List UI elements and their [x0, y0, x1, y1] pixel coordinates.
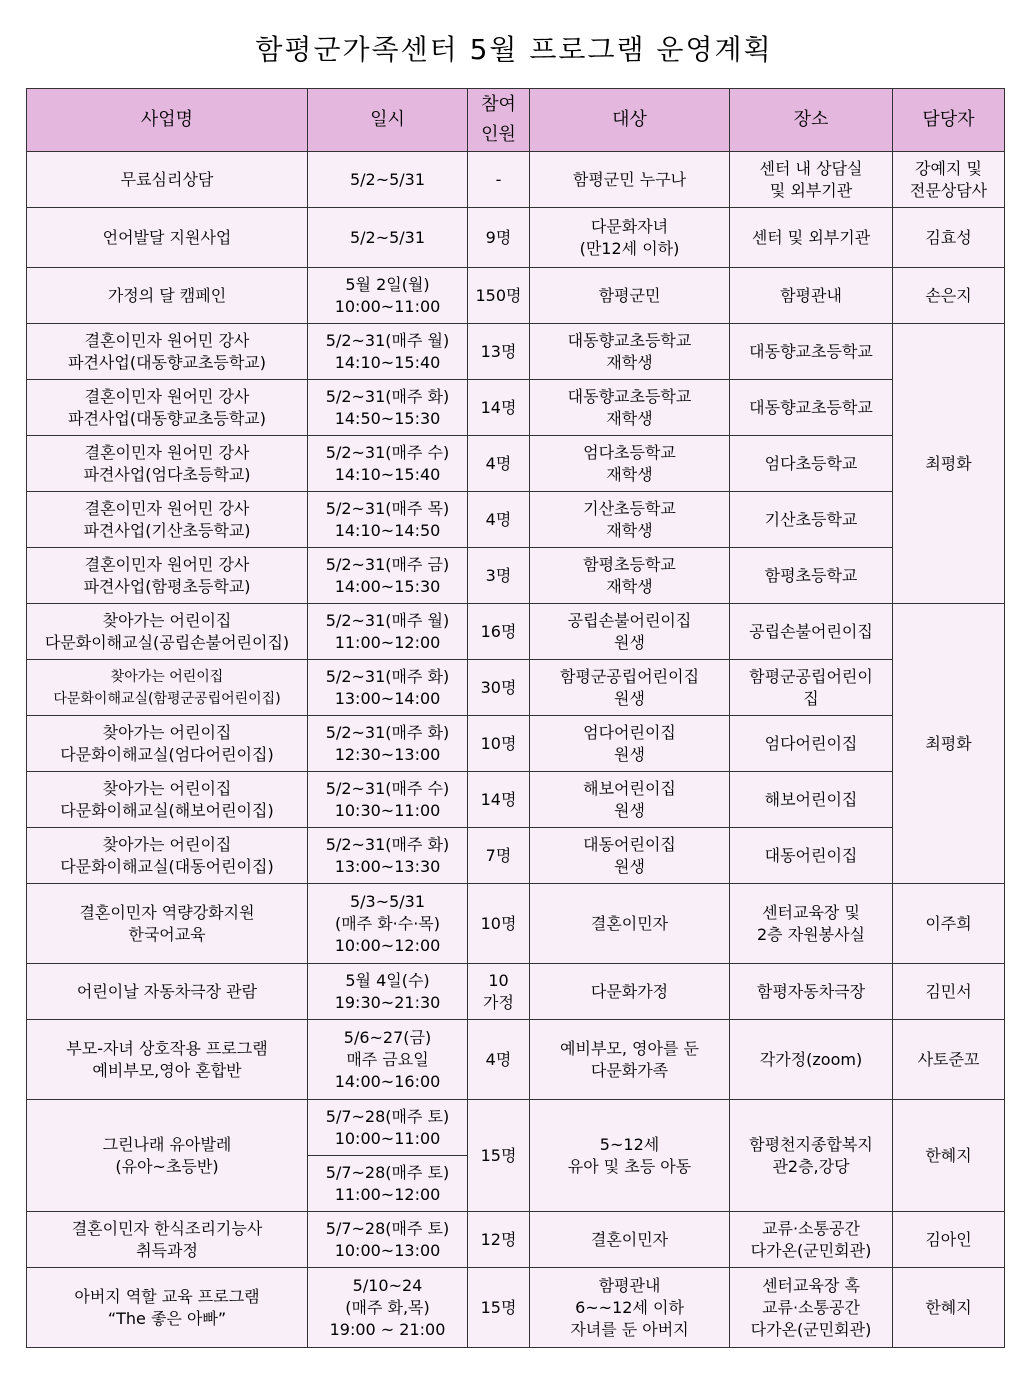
- place-cell: 대동어린이집: [730, 828, 893, 884]
- date-cell: 5/2~5/31: [308, 152, 468, 208]
- place-cell: 함평천지종합복지 관2층,강당: [730, 1100, 893, 1212]
- count-cell: 10명: [468, 884, 530, 964]
- place-cell: 각가정(zoom): [730, 1020, 893, 1100]
- target-cell: 다문화자녀 (만12세 이하): [530, 208, 730, 268]
- date-cell: 5/3~5/31 (매주 화·수·목) 10:00~12:00: [308, 884, 468, 964]
- program-cell: 결혼이민자 원어민 강사 파견사업(엄다초등학교): [27, 436, 308, 492]
- header-count: 참여 인원: [468, 89, 530, 152]
- program-cell: 결혼이민자 원어민 강사 파견사업(대동향교초등학교): [27, 324, 308, 380]
- manager-cell: 이주희: [893, 884, 1005, 964]
- table-row: [27, 1020, 1005, 1100]
- header-manager: 담당자: [893, 89, 1005, 152]
- program-cell: 결혼이민자 원어민 강사 파견사업(함평초등학교): [27, 548, 308, 604]
- date-cell: 5/2~31(매주 수) 14:10~15:40: [308, 436, 468, 492]
- place-cell: 센터교육장 및 2층 자원봉사실: [730, 884, 893, 964]
- program-cell: 아버지 역할 교육 프로그램 “The 좋은 아빠”: [27, 1268, 308, 1348]
- place-cell: 함평자동차극장: [730, 964, 893, 1020]
- date-cell: 5/2~31(매주 목) 14:10~14:50: [308, 492, 468, 548]
- target-cell: 결혼이민자: [530, 1212, 730, 1268]
- date-cell: 5월 4일(수) 19:30~21:30: [308, 964, 468, 1020]
- target-cell: 대동어린이집 원생: [530, 828, 730, 884]
- table-row: [27, 436, 1005, 492]
- manager-cell: 김아인: [893, 1212, 1005, 1268]
- date-cell: 5/2~31(매주 화) 13:00~14:00: [308, 660, 468, 716]
- program-cell: 찾아가는 어린이집 다문화이해교실(해보어린이집): [27, 772, 308, 828]
- table-row: [27, 492, 1005, 548]
- program-cell: 결혼이민자 역량강화지원 한국어교육: [27, 884, 308, 964]
- place-cell: 센터 및 외부기관: [730, 208, 893, 268]
- count-cell: 4명: [468, 1020, 530, 1100]
- count-cell: 4명: [468, 436, 530, 492]
- table-row: [27, 548, 1005, 604]
- table-header-row: [27, 89, 1005, 152]
- date-cell: 5/7~28(매주 토) 11:00~12:00: [308, 1156, 468, 1212]
- manager-cell: 최평화: [893, 604, 1005, 884]
- table-row: [27, 1212, 1005, 1268]
- count-cell: 13명: [468, 324, 530, 380]
- table-row: [27, 884, 1005, 964]
- date-cell: 5/2~31(매주 금) 14:00~15:30: [308, 548, 468, 604]
- count-cell: 30명: [468, 660, 530, 716]
- date-cell: 5월 2일(월) 10:00~11:00: [308, 268, 468, 324]
- target-cell: 공립손불어린이집 원생: [530, 604, 730, 660]
- manager-cell: 한혜지: [893, 1268, 1005, 1348]
- program-cell: 무료심리상담: [27, 152, 308, 208]
- program-cell: 어린이날 자동차극장 관람: [27, 964, 308, 1020]
- target-cell: 결혼이민자: [530, 884, 730, 964]
- table-row: [27, 1100, 1005, 1156]
- target-cell: 함평군민: [530, 268, 730, 324]
- table-row: [27, 660, 1005, 716]
- program-cell: 부모-자녀 상호작용 프로그램 예비부모,영아 혼합반: [27, 1020, 308, 1100]
- count-cell: 10 가정: [468, 964, 530, 1020]
- date-cell: 5/2~31(매주 월) 14:10~15:40: [308, 324, 468, 380]
- target-cell: 다문화가정: [530, 964, 730, 1020]
- date-cell: 5/2~31(매주 화) 14:50~15:30: [308, 380, 468, 436]
- count-cell: 7명: [468, 828, 530, 884]
- table-row: [27, 964, 1005, 1020]
- header-place: 장소: [730, 89, 893, 152]
- target-cell: 함평초등학교 재학생: [530, 548, 730, 604]
- count-cell: 9명: [468, 208, 530, 268]
- table-row: [27, 604, 1005, 660]
- target-cell: 5~12세 유아 및 초등 아동: [530, 1100, 730, 1212]
- program-cell: 가정의 달 캠페인: [27, 268, 308, 324]
- program-plan-table: [26, 88, 1005, 1348]
- header-target: 대상: [530, 89, 730, 152]
- table-row: [27, 152, 1005, 208]
- target-cell: 대동향교초등학교 재학생: [530, 380, 730, 436]
- target-cell: 대동향교초등학교 재학생: [530, 324, 730, 380]
- count-cell: 15명: [468, 1100, 530, 1212]
- program-cell: 결혼이민자 원어민 강사 파견사업(기산초등학교): [27, 492, 308, 548]
- manager-cell: 사토준꼬: [893, 1020, 1005, 1100]
- target-cell: 기산초등학교 재학생: [530, 492, 730, 548]
- program-cell: 찾아가는 어린이집 다문화이해교실(공립손불어린이집): [27, 604, 308, 660]
- manager-cell: 한혜지: [893, 1100, 1005, 1212]
- program-cell: 찾아가는 어린이집 다문화이해교실(대동어린이집): [27, 828, 308, 884]
- target-cell: 함평군공립어린이집 원생: [530, 660, 730, 716]
- program-cell: 찾아가는 어린이집 다문화이해교실(함평군공립어린이집): [27, 660, 308, 716]
- manager-cell: 김효성: [893, 208, 1005, 268]
- target-cell: 엄다어린이집 원생: [530, 716, 730, 772]
- table-row: [27, 1268, 1005, 1348]
- program-cell: 결혼이민자 한식조리기능사 취득과정: [27, 1212, 308, 1268]
- date-cell: 5/2~31(매주 화) 12:30~13:00: [308, 716, 468, 772]
- place-cell: 교류·소통공간 다가온(군민회관): [730, 1212, 893, 1268]
- target-cell: 함평관내 6~~12세 이하 자녀를 둔 아버지: [530, 1268, 730, 1348]
- date-cell: 5/2~31(매주 월) 11:00~12:00: [308, 604, 468, 660]
- count-cell: 12명: [468, 1212, 530, 1268]
- place-cell: 대동향교초등학교: [730, 324, 893, 380]
- program-cell: 그린나래 유아발레 (유아~초등반): [27, 1100, 308, 1212]
- place-cell: 공립손불어린이집: [730, 604, 893, 660]
- place-cell: 센터교육장 혹 교류·소통공간 다가온(군민회관): [730, 1268, 893, 1348]
- place-cell: 대동향교초등학교: [730, 380, 893, 436]
- count-cell: 15명: [468, 1268, 530, 1348]
- place-cell: 센터 내 상담실 및 외부기관: [730, 152, 893, 208]
- place-cell: 함평관내: [730, 268, 893, 324]
- place-cell: 엄다어린이집: [730, 716, 893, 772]
- program-cell: 찾아가는 어린이집 다문화이해교실(엄다어린이집): [27, 716, 308, 772]
- manager-cell: 최평화: [893, 324, 1005, 604]
- program-cell: 언어발달 지원사업: [27, 208, 308, 268]
- count-cell: 14명: [468, 380, 530, 436]
- date-cell: 5/2~31(매주 화) 13:00~13:30: [308, 828, 468, 884]
- target-cell: 함평군민 누구나: [530, 152, 730, 208]
- date-cell: 5/6~27(금) 매주 금요일 14:00~16:00: [308, 1020, 468, 1100]
- date-cell: 5/10~24 (매주 화,목) 19:00 ~ 21:00: [308, 1268, 468, 1348]
- manager-cell: 김민서: [893, 964, 1005, 1020]
- count-cell: -: [468, 152, 530, 208]
- table-row: [27, 716, 1005, 772]
- count-cell: 150명: [468, 268, 530, 324]
- manager-cell: 손은지: [893, 268, 1005, 324]
- count-cell: 3명: [468, 548, 530, 604]
- place-cell: 함평초등학교: [730, 548, 893, 604]
- place-cell: 함평군공립어린이 집: [730, 660, 893, 716]
- count-cell: 16명: [468, 604, 530, 660]
- table-row: [27, 268, 1005, 324]
- count-cell: 14명: [468, 772, 530, 828]
- header-program: 사업명: [27, 89, 308, 152]
- count-cell: 10명: [468, 716, 530, 772]
- header-date: 일시: [308, 89, 468, 152]
- program-cell: 결혼이민자 원어민 강사 파견사업(대동향교초등학교): [27, 380, 308, 436]
- table-row: [27, 380, 1005, 436]
- table-row: [27, 208, 1005, 268]
- place-cell: 엄다초등학교: [730, 436, 893, 492]
- manager-cell: 강예지 및 전문상담사: [893, 152, 1005, 208]
- date-cell: 5/7~28(매주 토) 10:00~11:00: [308, 1100, 468, 1156]
- date-cell: 5/2~5/31: [308, 208, 468, 268]
- table-row: [27, 324, 1005, 380]
- table-row: [27, 828, 1005, 884]
- page-title: 함평군가족센터 5월 프로그램 운영계획: [255, 33, 773, 66]
- date-cell: 5/7~28(매주 토) 10:00~13:00: [308, 1212, 468, 1268]
- date-cell: 5/2~31(매주 수) 10:30~11:00: [308, 772, 468, 828]
- target-cell: 해보어린이집 원생: [530, 772, 730, 828]
- place-cell: 기산초등학교: [730, 492, 893, 548]
- target-cell: 예비부모, 영아를 둔 다문화가족: [530, 1020, 730, 1100]
- table-row: [27, 772, 1005, 828]
- target-cell: 엄다초등학교 재학생: [530, 436, 730, 492]
- count-cell: 4명: [468, 492, 530, 548]
- place-cell: 해보어린이집: [730, 772, 893, 828]
